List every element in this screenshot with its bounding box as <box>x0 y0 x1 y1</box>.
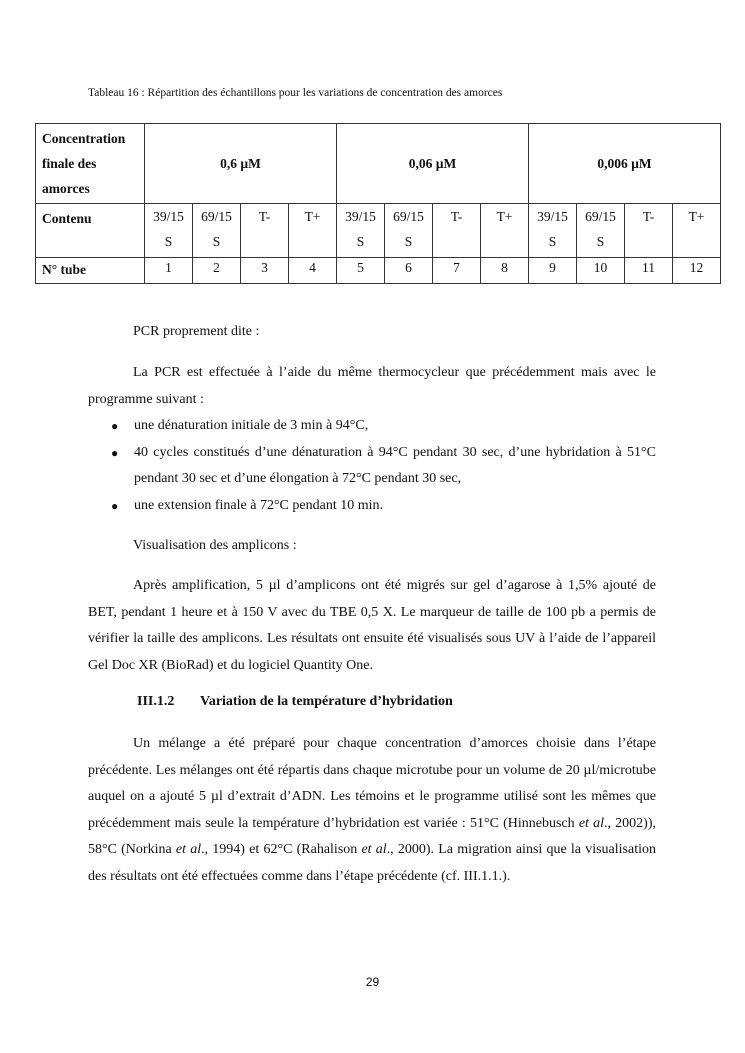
sample-distribution-table <box>35 123 721 284</box>
contenu-cell: T- <box>241 204 289 258</box>
page-number: 29 <box>365 975 380 989</box>
hybridation-paragraph: Un mélange a été préparé pour chaque concentration d’amorces choisie dans l’étape précédente. Les mélanges ont été répartis dans chaque microtube pour un volume de 20 µl/microtube auquel on a ajouté 5 µl d’extrait d’ADN. Les témoins et le programme utilisé sont les mêmes que précédemment mais seule la température d’hybridation est variée : 51°C (Hinnebusch et al., 2002)), 58°C (Norkina et al., 1994) et 62°C (Rahalison et al., 2000). La migration ainsi que la visualisation des résultats ont été effectuées comme dans l’étape précédente (cf. III.1.1.). <box>88 736 656 884</box>
contenu-header: Contenu <box>36 204 145 258</box>
tube-number-cell: 10 <box>577 258 625 284</box>
concentration-cell: 0,06 µM <box>337 124 529 204</box>
bullet-icon: ● <box>111 419 119 433</box>
contenu-cell: 69/15 S <box>577 204 625 258</box>
pcr-section-title: PCR proprement dite : <box>133 324 260 339</box>
contenu-cell: T- <box>433 204 481 258</box>
tube-number-cell: 2 <box>193 258 241 284</box>
contenu-cell: 69/15 S <box>385 204 433 258</box>
contenu-cell: 69/15 S <box>193 204 241 258</box>
section-title: Variation de la température d’hybridation <box>200 694 453 709</box>
tube-number-cell: 4 <box>289 258 337 284</box>
concentration-cell: 0,6 µM <box>145 124 337 204</box>
tube-number-cell: 5 <box>337 258 385 284</box>
contenu-cell: 39/15 S <box>337 204 385 258</box>
contenu-cell: T- <box>625 204 673 258</box>
pcr-program-list <box>108 413 656 519</box>
section-number: III.1.2 <box>137 694 175 709</box>
tube-number-cell: 3 <box>241 258 289 284</box>
tube-number-cell: 1 <box>145 258 193 284</box>
contenu-cell: 39/15 S <box>529 204 577 258</box>
bullet-icon: ● <box>111 498 119 513</box>
tube-number-header: N° tube <box>36 258 145 284</box>
bullet-icon: ● <box>111 445 119 460</box>
section-heading <box>137 694 453 710</box>
table-caption: Tableau 16 : Répartition des échantillons pour les variations de concentration des amorces <box>88 87 503 99</box>
tube-number-cell: 7 <box>433 258 481 284</box>
concentration-header: Concentration finale des amorces <box>36 124 145 204</box>
tube-number-cell: 12 <box>673 258 721 284</box>
concentration-cell: 0,006 µM <box>529 124 721 204</box>
contenu-cell: T+ <box>289 204 337 258</box>
tube-number-cell: 6 <box>385 258 433 284</box>
pcr-intro-paragraph: La PCR est effectuée à l’aide du même thermocycleur que précédemment mais avec le programme suivant : <box>88 365 656 407</box>
list-item: ● 40 cycles constitués d’une dénaturation à 94°C pendant 30 sec, d’une hybridation à 51°C pendant 30 sec et d’une élongation à 72°C pendant 30 sec, <box>108 440 656 493</box>
visualisation-paragraph: Après amplification, 5 µl d’amplicons ont été migrés sur gel d’agarose à 1,5% ajouté de BET, pendant 1 heure et à 150 V avec du TBE 0,5 X. Le marqueur de taille de 100 pb a permis de vérifier la taille des amplicons. Les résultats ont ensuite été visualisés sous UV à l’aide de l’appareil Gel Doc XR (BioRad) et du logiciel Quantity One. <box>88 578 656 673</box>
tube-number-cell: 11 <box>625 258 673 284</box>
list-item: ● une dénaturation initiale de 3 min à 94°C, <box>108 413 656 440</box>
contenu-cell: T+ <box>481 204 529 258</box>
list-item: ● une extension finale à 72°C pendant 10 min. <box>108 493 656 520</box>
visualisation-title: Visualisation des amplicons : <box>133 538 297 553</box>
contenu-cell: 39/15 S <box>145 204 193 258</box>
contenu-cell: T+ <box>673 204 721 258</box>
tube-number-cell: 8 <box>481 258 529 284</box>
tube-number-cell: 9 <box>529 258 577 284</box>
